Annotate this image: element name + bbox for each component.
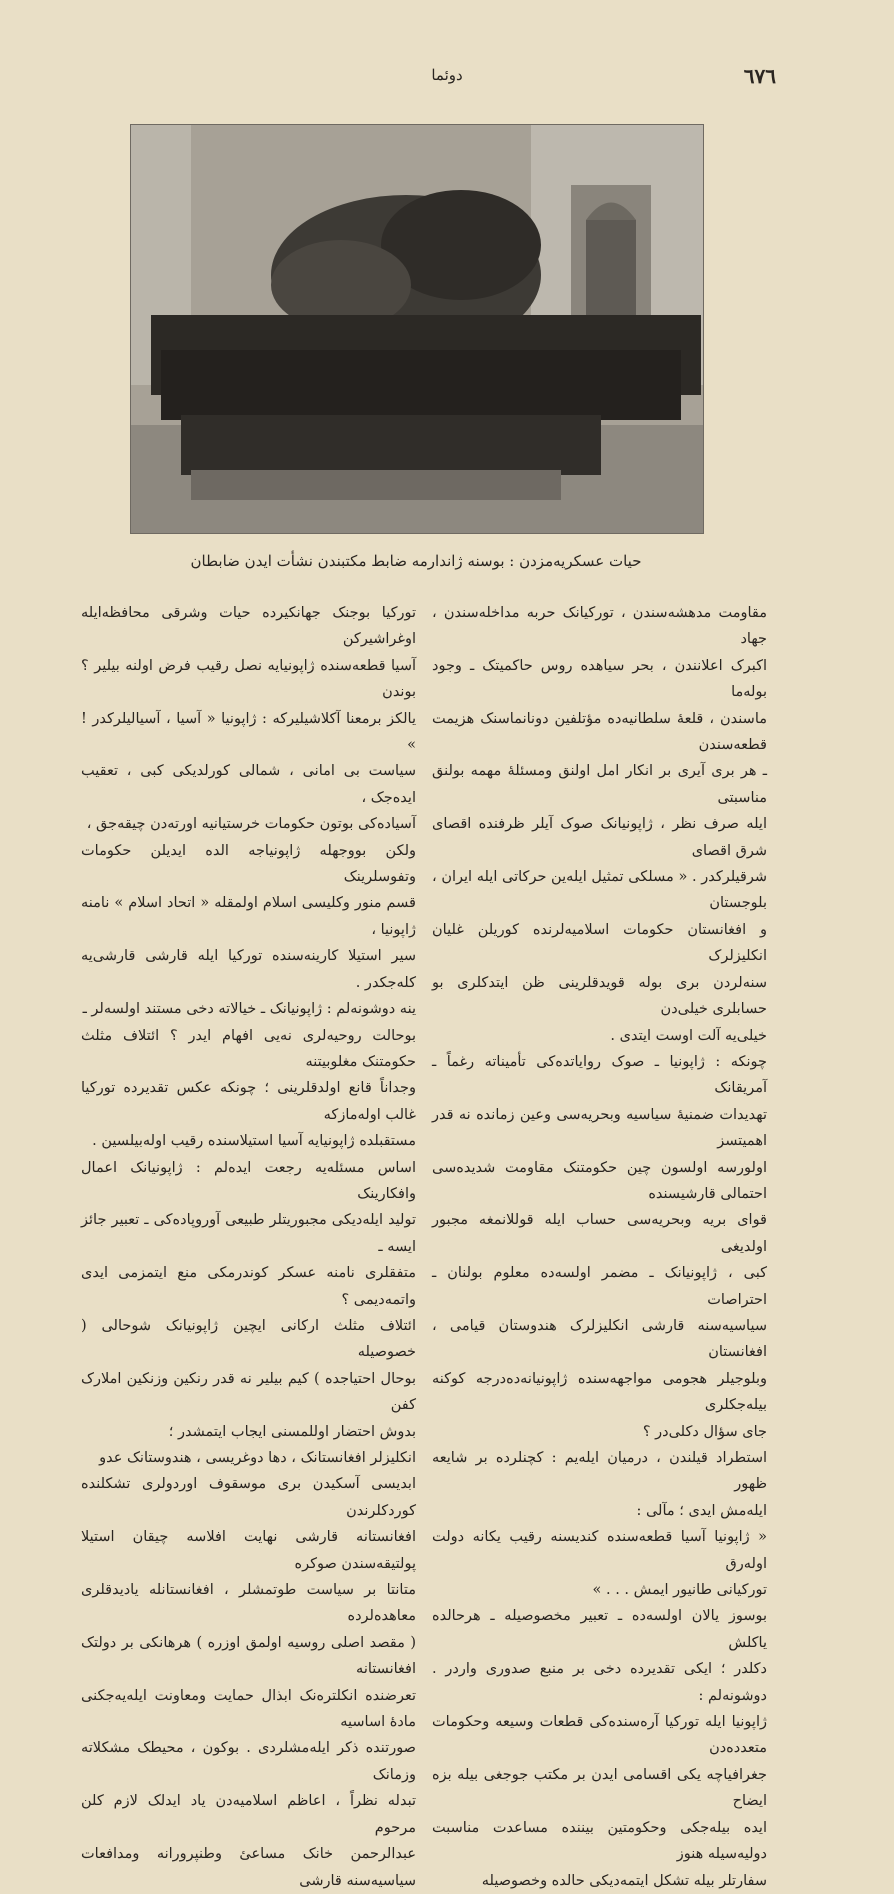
text-line: تورکیانی طانیور ایمش . . . » bbox=[592, 1582, 767, 1599]
text-line: ماسندن ، قلعهٔ سلطانیه‌ده مؤتلفین دونانماسنک هزیمت قطعه‌سندن bbox=[432, 710, 767, 754]
text-line: خیلی‌یه آلت اوست ایتدی . bbox=[610, 1027, 767, 1044]
text-line: سیاسیه‌سنه قارشی انکلیزلرک هندوستان قیامی ، افغانستان bbox=[432, 1317, 767, 1361]
page-number: ٦٧٦ bbox=[743, 64, 776, 88]
text-line: چونکه : ژاپونیا ـ صوک روایاتده‌کی تأمیناته رغماً ـ آمریقانک bbox=[432, 1053, 767, 1097]
figure-caption: حیات عسکریه‌مزدن : بوسنه ژاندارمه ضابط مکتبندن نشأت ایدن ضابطان bbox=[190, 552, 642, 570]
text-line: سنه‌لردن بری بوله قویدقلرینی ظن ایتدکلری بو حسابلری خیلی‌دن bbox=[432, 974, 767, 1018]
text-line: آسیاده‌کی بوتون حکومات خرستیانیه اورته‌دن چیقه‌جق ، bbox=[86, 816, 416, 833]
text-line: ابدیسی آسکیدن بری موسقوف اوردولری تشکلنده کوردکلرندن bbox=[81, 1476, 416, 1519]
text-line: بدوش احتضار اوللمسنی ایجاب ایتمشدر ؛ bbox=[168, 1423, 416, 1440]
text-line: افغانستانه قارشی نهایت افلاسه چیقان استیلا پولتیقه‌سندن صوکره bbox=[81, 1529, 416, 1572]
text-line: ـ هر بری آیری بر انکار امل اولنق ومسئلهٔ مهمه بولنق مناسبتی bbox=[432, 763, 767, 806]
text-line: بوحال احتیاجده ) کیم بیلیر نه قدر رنکین وزنکین املارک کفن bbox=[81, 1370, 416, 1414]
text-line: مستقبلده ژاپونیایه آسیا استیلاسنده رقیب اوله‌بیلسین . bbox=[92, 1133, 416, 1150]
text-line: تولید ایله‌دیکی مجبوریتلر طبیعی آوروپاده‌کی ـ تعبیر جائز ایسه ـ bbox=[81, 1212, 416, 1255]
text-line: عبدالرحمن خانک مساعیٔ وطنپرورانه ومدافعات سیاسیه‌سنه قارشی bbox=[81, 1846, 416, 1889]
text-line: سفارتلر بیله تشکل ایتمه‌دیکی حالده وخصوصیله bbox=[481, 1872, 767, 1889]
text-line: ( مقصد اصلی روسیه اولمق اوزره ) هرهانکی بر دولتک افغانستانه bbox=[81, 1634, 416, 1678]
text-line: قسم منور وکلیسی اسلام اولمقله « اتحاد اسلام » نامنه ژاپونیا ، bbox=[81, 895, 416, 938]
text-line: جغرافیاچه یکی اقسامی ایدن بر مکتب جوجغی بیله بزه ایضاح bbox=[432, 1766, 767, 1810]
text-line: کبی ، ژاپونیانک ـ مضمر اولسه‌ده معلوم بولنان ـ احتراصات bbox=[432, 1265, 767, 1308]
text-line: قوای بریه وبحریه‌سی حساب ایله قوللانمغه مجبور اولدیغی bbox=[432, 1212, 767, 1255]
text-column-left bbox=[81, 600, 416, 1889]
text-line: اکبرک اعلانندن ، بحر سیاهده روس حاکمیتک ـ وجود بوله‌ما bbox=[432, 657, 767, 701]
text-line: صورتنده ذکر ایله‌مشلردی . بوکون ، محیطک مشکلاته وزمانک bbox=[81, 1740, 416, 1783]
group-photograph bbox=[130, 124, 704, 534]
text-line: تعرضنده انکلتره‌نک ابذال حمایت ومعاونت ایله‌یه‌جکنی مادهٔ اساسیه bbox=[81, 1687, 416, 1731]
text-line: و افغانستان حکومات اسلامیه‌لرنده کوریلن غلیان انکلیزلرک bbox=[432, 921, 767, 965]
text-line: یالکز برمعنا آکلاشیلیرکه : ژاپونیا « آسیا ، آسیالیلرکدر ! » bbox=[81, 710, 416, 754]
text-line: شرقیلرکدر . « مسلکی تمثیل ایله‌ین حرکاتی ایله ایران ، بلوجستان bbox=[432, 869, 767, 912]
text-line: اساس مسئله‌یه رجعت ایده‌لم : ژاپونیانک اعمال وافکارینک bbox=[81, 1159, 416, 1202]
text-line: متانتا بر سیاست طوتمشلر ، افغانستانله یادیدقلری معاهده‌لرده bbox=[81, 1582, 416, 1625]
text-line: سیر استیلا کارینه‌سنده تورکیا ایله قارشی قارشی‌یه کله‌جکدر . bbox=[81, 948, 416, 991]
text-line: ینه دوشونه‌لم : ژاپونیانک ـ خیالاته دخی مستند اولسه‌لر ـ bbox=[82, 1001, 416, 1018]
text-line: دکلدر ؛ ایکی تقدیرده دخی بر منبع صدوری واردر . دوشونه‌لم : bbox=[432, 1661, 767, 1704]
text-line: متفقلری نامنه عسکر کوندرمکی منع ایتمزمی ایدی واتمه‌دیمی ؟ bbox=[81, 1265, 416, 1308]
text-line: سیاست بی امانی ، شمالی کورلدیکی کبی ، تعقیب ایده‌جک ، bbox=[81, 763, 416, 806]
text-line: تهدیدات ضمنیهٔ سیاسیه وبحریه‌سی وعین زمانده نه قدر اهمیتسز bbox=[432, 1106, 767, 1150]
text-line: انکلیزلر افغانستانک ، دها دوغریسی ، هندوستانک عدو bbox=[99, 1450, 416, 1466]
text-line: استطراد قیلندن ، درمیان ایله‌یم : کچنلرده بر شایعه ظهور bbox=[432, 1450, 767, 1493]
text-line: ایده بیله‌جکی وحکومتین بیننده مساعدت مناسبت دولیه‌سیله هنوز bbox=[432, 1819, 767, 1863]
text-line: جای سؤال دکلی‌در ؟ bbox=[642, 1423, 767, 1440]
text-line: ولکن بووجهله ژاپونیاجه الده ایدیلن حکومات وتفوسلرینک bbox=[81, 842, 416, 886]
text-line: وبلوجیلر هجومی مواجهه‌سنده ژاپونیانه‌ده‌درجه کوکنه بیله‌جکلری bbox=[432, 1370, 767, 1414]
text-line: ژاپونیا ایله تورکیا آره‌سنده‌کی قطعات وسیعه وحکومات متعدده‌دن bbox=[432, 1714, 767, 1757]
text-line: اولورسه اولسون چین حکومتنک مقاومت شدیده‌سی احتمالی قارشیسنده bbox=[432, 1159, 767, 1202]
text-column-right bbox=[432, 600, 767, 1889]
photograph-image bbox=[131, 125, 703, 533]
text-line: تبدله نظراً ، اعاظم اسلامیه‌دن یاد ایدلک لازم کلن مرحوم bbox=[81, 1793, 416, 1836]
running-header-title: دوئما bbox=[431, 66, 463, 84]
text-line: ائتلاف مثلث ارکانی ایچین ژاپونیانک شوحالی ( خصوصیله bbox=[81, 1317, 416, 1361]
text-line: آسیا قطعه‌سنده ژاپونیایه نصل رقیب فرض اولنه بیلیر ؟ بوندن bbox=[81, 657, 416, 701]
text-line: مقاومت مدهشه‌سندن ، تورکیانک حربه مداخله‌سندن ، جهاد bbox=[432, 605, 767, 648]
text-line: بوحالت روحیه‌لری نه‌یی افهام ایدر ؟ ائتلاف مثلث حکومتنک مغلوبیتنه bbox=[81, 1027, 416, 1070]
text-line: « ژاپونیا آسیا قطعه‌سنده کندیسنه رقیب یکانه دولت اوله‌رق bbox=[432, 1529, 767, 1572]
text-line: بوسوز یالان اولسه‌ده ـ تعبیر مخصوصیله ـ هرحالده یاکلش bbox=[432, 1608, 767, 1651]
text-line: ایله صرف نظر ، ژاپونیانک صوک آیلر ظرفنده اقصای شرق اقصای bbox=[432, 816, 767, 859]
text-line: ایله‌مش ایدی ؛ مآلی : bbox=[636, 1502, 767, 1519]
text-line: تورکیا بوجنک جهانکیرده حیات وشرقی محافظه‌ایله اوغراشیرکن bbox=[81, 605, 416, 648]
text-line: وجداناً قانع اولدقلرینی ؛ چونکه عکس تقدیرده تورکیا غالب اوله‌مازکه bbox=[81, 1080, 416, 1123]
